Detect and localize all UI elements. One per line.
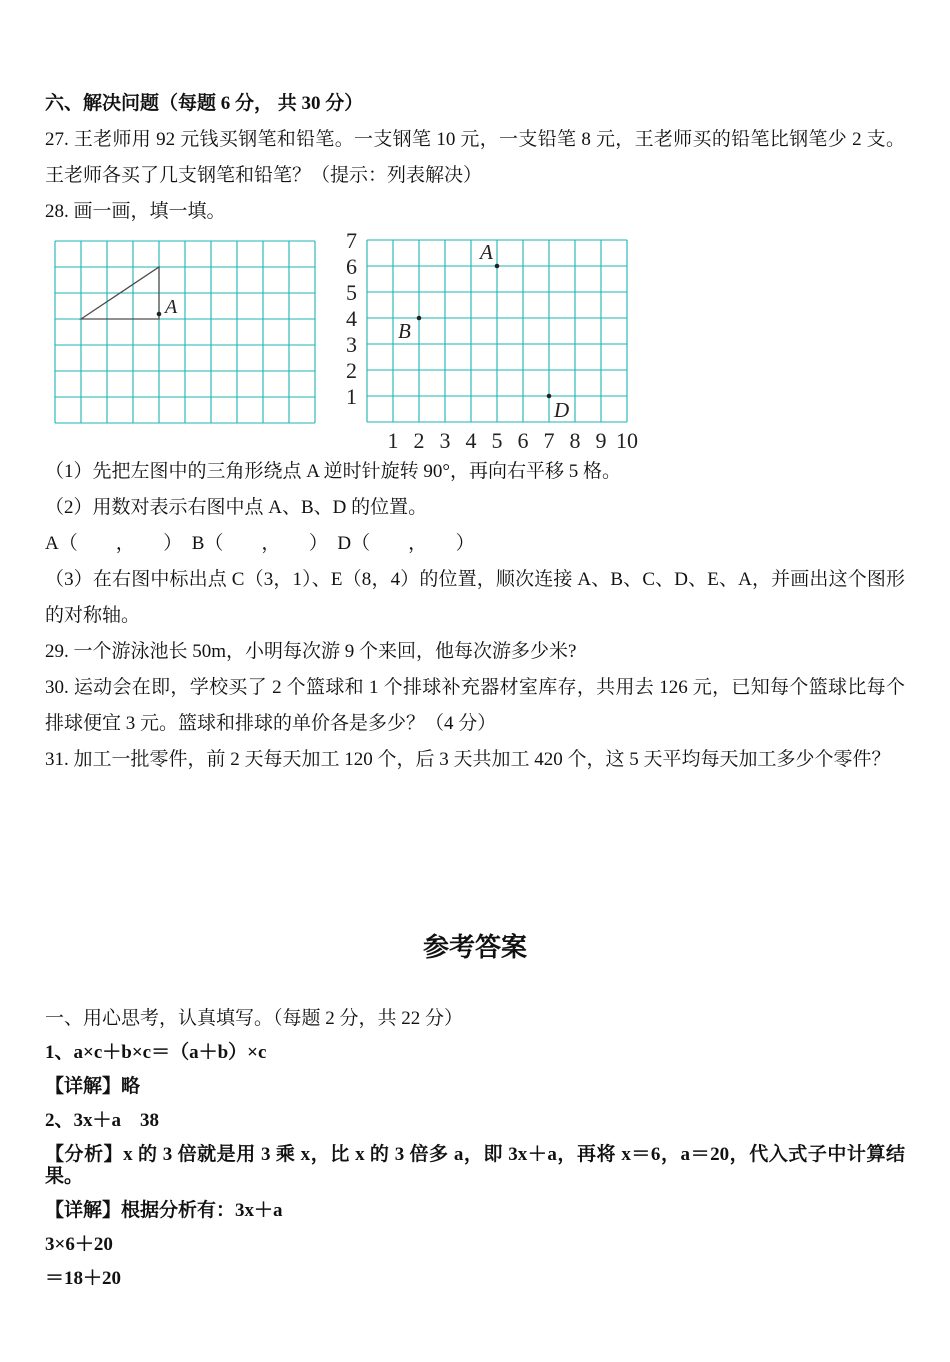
svg-text:8: 8 [569, 428, 581, 453]
svg-text:A: A [165, 296, 178, 318]
figure-row [53, 232, 905, 454]
svg-text:3: 3 [439, 428, 451, 453]
svg-text:7: 7 [543, 428, 555, 453]
answer-1: 1、a×c＋b×c＝（a＋b）×c [45, 1042, 267, 1063]
svg-text:A: A [480, 240, 493, 264]
answer-2-step1: 3×6＋20 [45, 1234, 113, 1255]
svg-text:5: 5 [491, 428, 503, 453]
answer-2-step2: ＝18＋20 [45, 1268, 122, 1289]
question-28-answer-blanks: A（ ， ） B（ ， ） D（ ， ） [45, 533, 475, 554]
svg-text:3: 3 [346, 332, 357, 357]
question-27: 27. 王老师用 92 元钱买钢笔和铅笔。一支钢笔 10 元，一支铅笔 8 元，王老师买的铅笔比钢笔少 2 支。王老师各买了几支钢笔和铅笔？（提示：列表解决） [45, 129, 905, 186]
question-29: 29. 一个游泳池长 50m，小明每次游 9 个来回，他每次游多少米? [45, 641, 577, 662]
left-grid-figure [53, 239, 319, 427]
svg-text:6: 6 [517, 428, 529, 453]
svg-text:6: 6 [346, 254, 357, 279]
question-28: 28. 画一画，填一填。 [45, 201, 226, 222]
svg-text:4: 4 [346, 306, 357, 331]
svg-text:5: 5 [346, 280, 357, 305]
question-30: 30. 运动会在即，学校买了 2 个篮球和 1 个排球补充器材室库存，共用去 126 元，已知每个篮球比每个排球便宜 3 元。篮球和排球的单价各是多少？（4 分） [45, 677, 905, 734]
svg-text:4: 4 [465, 428, 477, 453]
svg-text:2: 2 [346, 358, 357, 383]
question-28-part3: （3）在右图中标出点 C（3，1）、E（8，4）的位置，顺次连接 A、B、C、D、E、A，并画出这个图形的对称轴。 [45, 569, 905, 626]
question-31: 31. 加工一批零件，前 2 天每天加工 120 个，后 3 天共加工 420 个，这 5 天平均每天加工多少个零件？ [45, 749, 891, 770]
answers-section1-header: 一、用心思考，认真填写。（每题 2 分，共 22 分） [45, 1008, 464, 1029]
svg-text:D: D [554, 398, 570, 422]
answer-2-analysis: 【分析】x 的 3 倍就是用 3 乘 x，比 x 的 3 倍多 a，即 3x＋a，再将 x＝6，a＝20，代入式子中计算结果。 [45, 1144, 905, 1187]
answer-1-detail: 【详解】略 [45, 1076, 141, 1097]
answer-2-detail: 【详解】根据分析有：3x＋a [45, 1200, 283, 1221]
svg-text:7: 7 [346, 232, 357, 253]
svg-text:9: 9 [595, 428, 607, 453]
question-28-part2: （2）用数对表示右图中点 A、B、D 的位置。 [45, 497, 428, 518]
answer-2: 2、3x＋a 38 [45, 1110, 160, 1131]
answer-key-title: 参考答案 [422, 933, 527, 962]
svg-text:1: 1 [387, 428, 399, 453]
svg-text:B: B [398, 319, 411, 343]
svg-text:1: 1 [346, 384, 357, 409]
right-coordinate-grid-figure [333, 232, 649, 454]
svg-text:10: 10 [616, 428, 638, 453]
question-28-part1: （1）先把左图中的三角形绕点 A 逆时针旋转 90°，再向右平移 5 格。 [45, 461, 622, 482]
section6-header: 六、解决问题（每题 6 分， 共 30 分） [45, 93, 364, 114]
svg-text:2: 2 [413, 428, 425, 453]
